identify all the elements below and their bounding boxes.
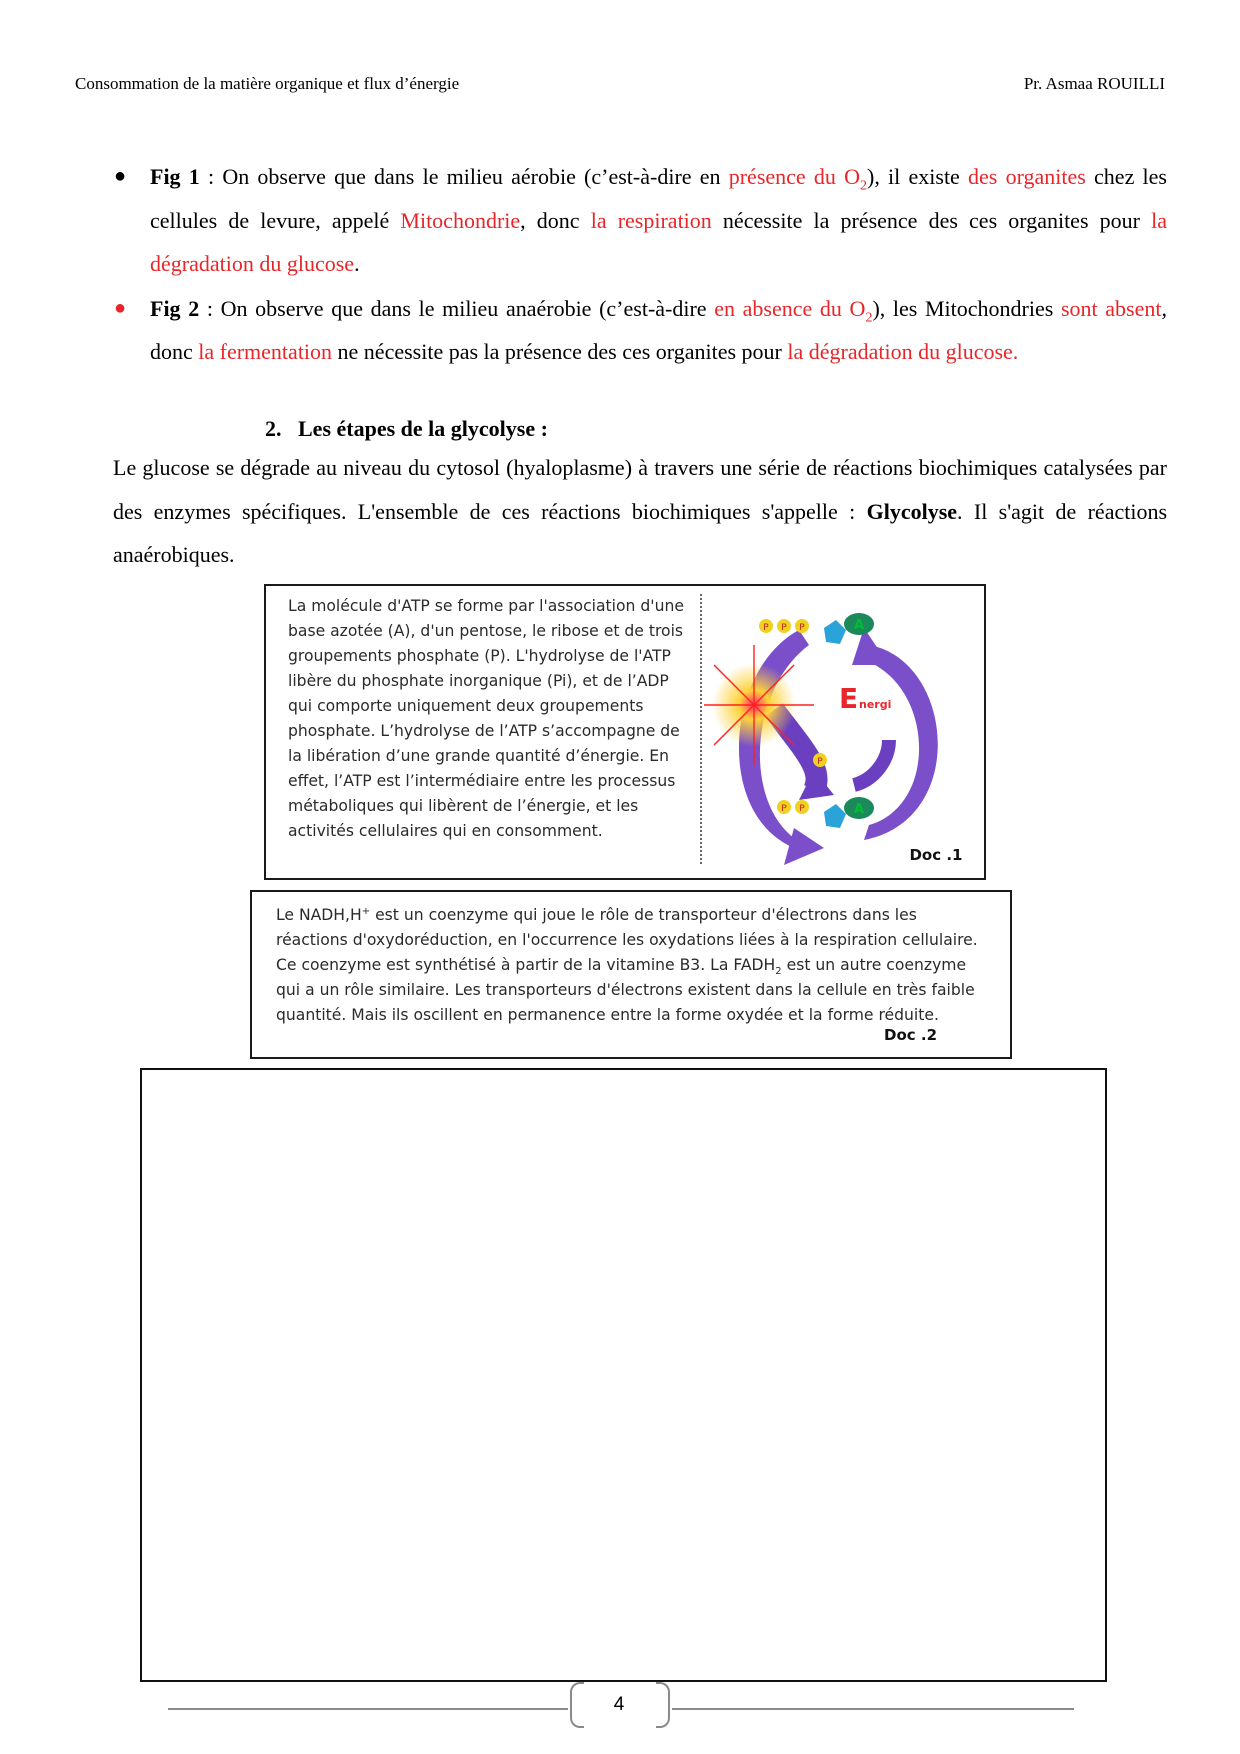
adp-molecule [777, 797, 874, 828]
phosphate-label: P [763, 623, 769, 633]
blank-diagram-frame [140, 1068, 1107, 1682]
adenine-label: A [853, 618, 865, 633]
footer-brace-right [656, 1682, 670, 1728]
bullet-dot: ● [114, 165, 127, 187]
highlight: la fermentation [198, 339, 333, 364]
observation-list [112, 155, 1167, 375]
phosphate-label: P [799, 804, 805, 814]
bullet-fig2 [112, 287, 1167, 374]
energy-big-letter: E [839, 682, 859, 715]
doc1-atp-box [264, 584, 986, 880]
doc2-label: Doc .2 [884, 1026, 938, 1044]
paragraph-text: Le glucose se dégrade au niveau du cytosol (hyaloplasme) à travers une série de réactions biochimiques catalysées par des enzymes spécifiques. L'ensemble de ces réactions biochimiques s'appelle : [113, 455, 1167, 524]
energy-label [839, 682, 891, 715]
doc2-text-part: Le NADH,H [276, 906, 362, 925]
highlight-text: présence du O [728, 164, 861, 189]
bullet-label: Fig 2 [150, 295, 200, 321]
phosphate-label: P [781, 804, 787, 814]
subscript: 2 [860, 178, 868, 194]
highlight-text: en absence du O [714, 295, 866, 321]
footer-line-left [168, 1708, 568, 1710]
left-arrow-head [784, 828, 824, 865]
bullet-text: , donc [150, 295, 1167, 364]
section-heading [265, 416, 548, 442]
highlight: sont absent [1060, 295, 1162, 321]
subscript: 2 [775, 966, 782, 978]
footer-line-right [672, 1708, 1074, 1710]
doc2-text-part: est un coenzyme qui joue le rôle de transporteur d'électrons dans les réactions d'oxydoréduction, en l'occurrence les oxydations liées à la respiration cellulaire. Ce coenzyme est synthétisé à partir de la vitamine B3. La FADH [276, 906, 978, 975]
glycolysis-paragraph [113, 446, 1167, 577]
bullet-text: : On observe que dans le milieu aérobie (c’est-à-dire en [199, 164, 729, 189]
bullet-text: ne nécessite pas la présence des ces organites pour [332, 339, 788, 364]
paragraph-text: . Il s'agit de réactions anaérobiques. [113, 498, 1168, 567]
footer-brace-left [570, 1682, 584, 1728]
bullet-text: . [354, 251, 360, 276]
bullet-text: ), les Mitochondries [872, 295, 1061, 321]
bullet-text: nécessite la présence des ces organites pour [711, 207, 1152, 233]
section-title: Les étapes de la glycolyse : [298, 416, 548, 441]
bullet-fig1 [112, 155, 1167, 286]
energy-small-text: nergi [859, 698, 892, 711]
header-author: Pr. Asmaa ROUILLI [1023, 74, 1165, 93]
phosphate-label: P [799, 623, 805, 633]
highlight [714, 295, 873, 325]
doc1-text: La molécule d'ATP se forme par l'association d'une base azotée (A), d'un pentose, le ribose et de trois groupements phosphate (P). L'hydrolyse de l'ATP libère du phosphate inorganique (Pi), et de l’ADP qui comporte uniquement deux groupements phosphate. L’hydrolyse de l’ATP s’accompagne de la libération d’une grande quantité d’énergie. En effet, l’ATP est l’intermédiaire entre les processus métaboliques qui libèrent de l’énergie, et les activités cellulaires qui en consomment. [288, 597, 684, 840]
subscript: 2 [865, 309, 873, 325]
atp-cycle-diagram [704, 590, 984, 878]
highlight: la dégradation du glucose. [787, 339, 1019, 364]
doc2-nadh-box [250, 890, 1012, 1059]
bullet-label: Fig 1 [150, 164, 200, 189]
phosphate-label: P [781, 623, 787, 633]
bullet-text: ), il existe [867, 164, 969, 189]
bullet-text: , donc [520, 207, 591, 233]
superscript: + [361, 906, 371, 917]
doc1-divider [700, 594, 702, 864]
bullet-text: : On observe que dans le milieu anaérobie (c’est-à-dire [199, 295, 715, 321]
highlight: des organites [968, 164, 1086, 189]
doc2-text [276, 899, 986, 1028]
highlight [728, 164, 868, 194]
highlight: la respiration [590, 207, 712, 233]
ribose-pentagon [824, 620, 846, 644]
doc2-text-part: est un autre coenzyme qui a un rôle similaire. Les transporteurs d'électrons existent dans la cellule en très faible quantité. Mais ils oscillent en permanence entre la forme oxydée et la forme réduite. [276, 956, 975, 1025]
paragraph-keyword: Glycolyse [866, 498, 958, 524]
inner-right-arrow [854, 740, 889, 785]
highlight: la dégradation du glucose [150, 207, 1167, 276]
bullet-text: chez les cellules de levure, appelé [150, 164, 1167, 233]
page-number: 4 [613, 1694, 625, 1715]
right-cycle-arrow [864, 645, 938, 840]
doc1-label: Doc .1 [909, 846, 963, 864]
section-number: 2. [265, 416, 282, 441]
atp-molecule [759, 613, 874, 644]
adenine-label: A [853, 802, 865, 817]
header-document-title: Consommation de la matière organique et flux d’énergie [75, 74, 460, 93]
bullet-dot: ● [114, 296, 127, 319]
highlight: Mitochondrie [400, 207, 521, 233]
ribose-pentagon [824, 804, 846, 828]
phosphate-label: P [817, 757, 823, 767]
